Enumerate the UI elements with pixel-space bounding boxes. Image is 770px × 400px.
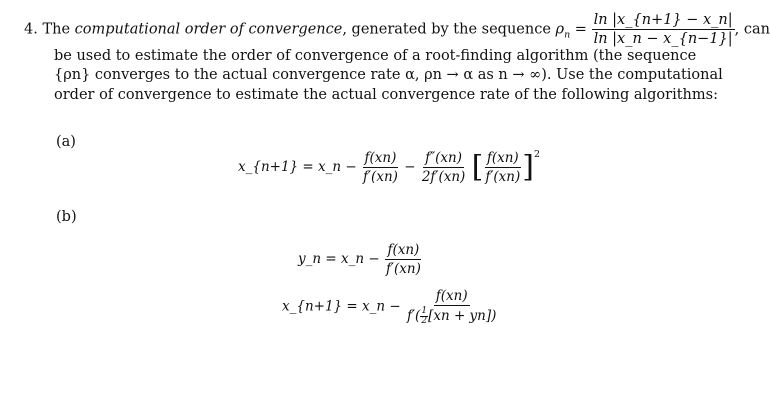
- formula-b-y-num: f(xn): [387, 242, 420, 258]
- right-bracket: ]: [522, 149, 534, 185]
- formula-a-frac-1-num: f(xn): [364, 150, 397, 166]
- part-a-label: (a): [56, 134, 76, 150]
- formula-a-frac-3-num: f(xn): [486, 150, 519, 166]
- formula-b-y-den: f′(xn): [385, 261, 421, 277]
- term-emphasis: computational order of convergence: [74, 21, 343, 38]
- formula-a-frac-2-den: 2f′(xn): [421, 169, 466, 185]
- problem-line-1: 4. The computational order of convergence, generated by the sequence $\rho_n$ = $\frac{\ln |x\_\{n+1\} - x\_n|}{\ln |x\_n - x\_\{n-1\}|}$ , can: [24, 12, 770, 47]
- problem-line-3: {ρn} converges to the actual convergence rate α, ρn → α as n → ∞). Use the computational: [54, 67, 723, 83]
- part-b-label: (b): [56, 209, 77, 225]
- formula-b-y: [298, 242, 423, 277]
- formula-b-x-lhs: x_{n+1} = x_n −: [282, 298, 401, 315]
- formula-a-minus: −: [404, 159, 416, 175]
- formula-a-lhs: x_{n+1} = x_n −: [238, 159, 357, 175]
- formula-b-y-frac: [384, 242, 423, 277]
- after-fraction-text: , can: [734, 21, 770, 38]
- one-half-num: 1: [421, 306, 428, 316]
- formula-a-power: 2: [533, 149, 540, 160]
- problem-line-4: order of convergence to estimate the actual convergence rate of the following algorithms:: [54, 87, 718, 103]
- formula-b-x-den-pre: f′(: [407, 308, 421, 324]
- formula-a-frac-1: [361, 150, 400, 185]
- formula-b-x-den-post: [xn + yn]): [428, 308, 497, 324]
- rho-fraction: [592, 12, 735, 47]
- formula-b-x-frac: [405, 288, 498, 326]
- problem-line-2: be used to estimate the order of convergence of a root-finding algorithm (the sequence: [54, 48, 697, 64]
- intro-text-a: The: [42, 21, 71, 38]
- problem-number: 4.: [24, 21, 38, 38]
- formula-b-x-num: f(xn): [435, 288, 468, 304]
- formula-b-x: [282, 288, 498, 326]
- rho-symbol: ρ: [555, 21, 565, 38]
- formula-b-x-den: [405, 306, 498, 326]
- formula-a-frac-2-num: f″(xn): [425, 150, 462, 166]
- formula-a-frac-2: [420, 150, 468, 185]
- formula-a: [238, 150, 540, 185]
- rho-numerator: ln |x_{n+1} − x_n|: [593, 12, 733, 28]
- left-bracket: [: [471, 149, 484, 185]
- one-half-den: 2: [421, 316, 428, 326]
- formula-a-frac-3: [483, 150, 522, 185]
- rho-subscript: n: [564, 29, 571, 41]
- intro-text-b: , generated by the sequence: [342, 21, 551, 38]
- formula-a-frac-3-den: f′(xn): [485, 169, 521, 185]
- one-half: [420, 307, 428, 326]
- formula-b-y-lhs: y_n = x_n −: [298, 251, 380, 267]
- formula-a-frac-1-den: f′(xn): [363, 169, 398, 185]
- rho-denominator: ln |x_n − x_{n−1}|: [593, 31, 733, 47]
